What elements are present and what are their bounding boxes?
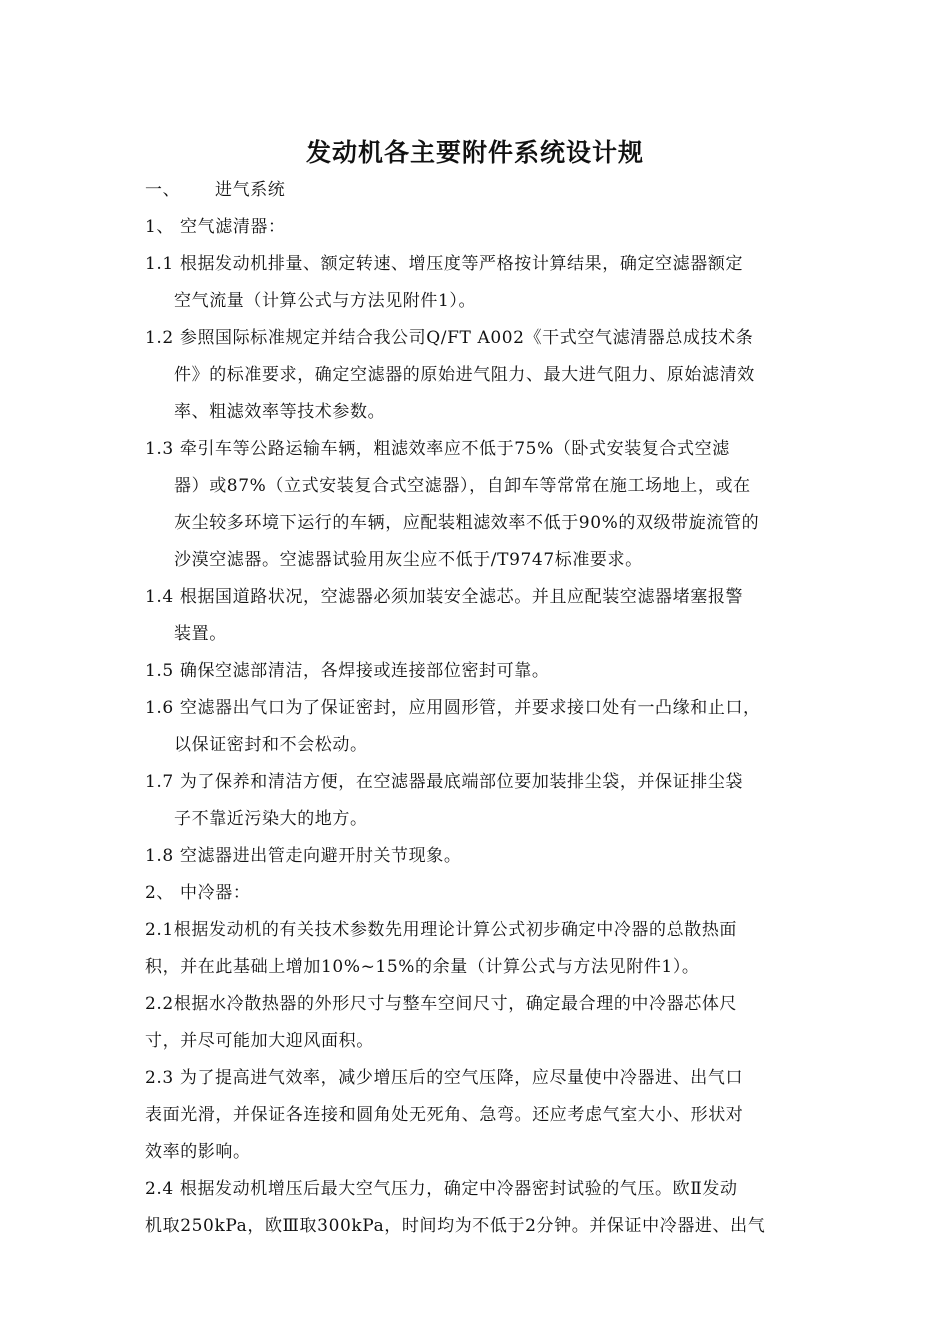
clause-1-1: 1.1 根据发动机排量、额定转速、增压度等严格按计算结果，确定空滤器额定 (145, 254, 744, 274)
document-body (145, 172, 820, 1245)
clause-2-3-cont: 效率的影响。 (145, 1142, 251, 1162)
clause-2-3-cont: 表面光滑，并保证各连接和圆角处无死角、急弯。还应考虑气室大小、形状对 (145, 1105, 744, 1125)
clause-1-2-cont: 率、粗滤效率等技术参数。 (174, 402, 386, 422)
clause-1-7-cont: 子不靠近污染大的地方。 (174, 809, 368, 829)
clause-2-1: 2.1根据发动机的有关技术参数先用理论计算公式初步确定中冷器的总散热面 (145, 920, 738, 940)
clause-2-2: 2.2根据水冷散热器的外形尺寸与整车空间尺寸，确定最合理的中冷器芯体尺 (145, 994, 738, 1014)
clause-1-2: 1.2 参照国际标准规定并结合我公司Q/FT A002《干式空气滤清器总成技术条 (145, 328, 754, 348)
clause-1-3-cont: 沙漠空滤器。空滤器试验用灰尘应不低于/T9747标准要求。 (174, 550, 643, 570)
clause-1-3-cont: 器）或87%（立式安装复合式空滤器），自卸车等常常在施工场地上，或在 (174, 476, 751, 496)
section-number: 一、 (145, 180, 181, 200)
clause-2-2-cont: 寸，并尽可能加大迎风面积。 (145, 1031, 374, 1051)
clause-1-4-cont: 装置。 (174, 624, 227, 644)
clause-1-8: 1.8 空滤器进出管走向避开肘关节现象。 (145, 846, 462, 866)
clause-1-4: 1.4 根据国道路状况，空滤器必须加装安全滤芯。并且应配装空滤器堵塞报警 (145, 587, 744, 607)
clause-2-1-cont: 积，并在此基础上增加10%~15%的余量（计算公式与方法见附件1）。 (145, 957, 700, 977)
document-title: 发动机各主要附件系统设计规 (305, 138, 644, 167)
section-title: 进气系统 (215, 180, 286, 200)
clause-1-1-cont: 空气流量（计算公式与方法见附件1）。 (174, 291, 477, 311)
clause-1-3-cont: 灰尘较多环境下运行的车辆，应配装粗滤效率不低于90%的双级带旋流管的 (174, 513, 760, 533)
clause-1-7: 1.7 为了保养和清洁方便，在空滤器最底端部位要加装排尘袋，并保证排尘袋 (145, 772, 744, 792)
clause-2-3: 2.3 为了提高进气效率，减少增压后的空气压降，应尽量使中冷器进、出气口 (145, 1068, 744, 1088)
clause-1-5: 1.5 确保空滤部清洁，各焊接或连接部位密封可靠。 (145, 661, 550, 681)
clause-1-2-cont: 件》的标准要求，确定空滤器的原始进气阻力、最大进气阻力、原始滤清效 (174, 365, 755, 385)
subsection-heading-air-filter: 1、 空气滤清器： (145, 217, 286, 237)
clause-2-4-cont: 机取250kPa，欧Ⅲ取300kPa，时间均为不低于2分钟。并保证中冷器进、出气 (145, 1216, 766, 1236)
clause-1-6-cont: 以保证密封和不会松动。 (174, 735, 368, 755)
subsection-heading-intercooler: 2、 中冷器： (145, 883, 251, 903)
clause-2-4: 2.4 根据发动机增压后最大空气压力，确定中冷器密封试验的气压。欧Ⅱ发动 (145, 1179, 738, 1199)
clause-1-6: 1.6 空滤器出气口为了保证密封，应用圆形管，并要求接口处有一凸缘和止口， (145, 698, 761, 718)
clause-1-3: 1.3 牵引车等公路运输车辆，粗滤效率应不低于75%（卧式安装复合式空滤 (145, 439, 730, 459)
section-heading-intake (145, 172, 820, 209)
